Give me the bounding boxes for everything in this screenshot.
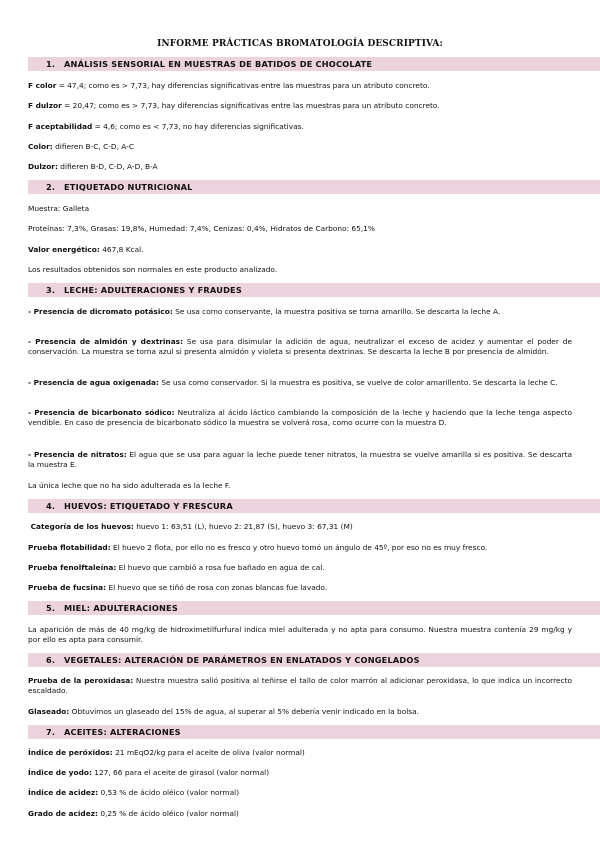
section-header-1: 1. ANÁLISIS SENSORIAL EN MUESTRAS DE BATIDOS DE CHOCOLATE [28, 57, 600, 71]
paragraph: Categoría de los huevos: huevo 1: 63,51 (L), huevo 2: 21,87 (S), huevo 3: 67,31 (M) [28, 522, 353, 531]
paragraph: - Presencia de nitratos: El agua que se usa para aguar la leche puede tener nitratos, la muestra se vuelve amarilla si es positiva. Se descarta la muestra E. [28, 450, 572, 470]
paragraph: Índice de peróxidos: 21 mEqO2/kg para el aceite de oliva (valor normal) [28, 748, 305, 757]
paragraph: Prueba de la peroxidasa: Nuestra muestra salió positiva al teñirse el tallo de color marrón al adicionar peroxidasa, lo que indica un incorrecto escaldado. [28, 676, 572, 696]
section-header-3: 3. LECHE: ADULTERACIONES Y FRAUDES [28, 283, 600, 297]
section-header-2: 2. ETIQUETADO NUTRICIONAL [28, 180, 600, 194]
paragraph: Índice de acidez: 0,53 % de ácido oléico (valor normal) [28, 788, 240, 797]
paragraph: Color: difieren B-C, C-D, A-C [28, 142, 135, 151]
paragraph: F dulzor = 20,47; como es > 7,73, hay diferencias significativas entre las muestras para un atributo concreto. [28, 101, 440, 110]
paragraph: Valor energético: 467,8 Kcal. [28, 245, 144, 254]
paragraph: Prueba fenolftaleína: El huevo que cambió a rosa fue bañado en agua de cal. [28, 563, 325, 572]
section-header-6: 6. VEGETALES: ALTERACIÓN DE PARÁMETROS EN ENLATADOS Y CONGELADOS [28, 653, 600, 667]
paragraph: Dulzor: difieren B-D, C-D, A-D, B-A [28, 162, 158, 171]
section-header-5: 5. MIEL: ADULTERACIONES [28, 601, 600, 615]
paragraph: - Presencia de almidón y dextrinas: Se usa para disimular la adición de agua, neutralizar el exceso de acidez y aumentar el poder de conservación. La muestra se torna azul si presenta almidón y violeta si presenta dextrinas. Se descarta la leche B por presencia de almidón. [28, 337, 572, 357]
paragraph: F aceptabilidad = 4,6; como es < 7,73, no hay diferencias significativas. [28, 122, 304, 131]
document-title: INFORME PRÁCTICAS BROMATOLOGÍA DESCRIPTIVA: [157, 39, 443, 49]
paragraph: Prueba flotabilidad: El huevo 2 flota, por ello no es fresco y otro huevo tomó un ángulo de 45º, por eso no es muy fresco. [28, 543, 488, 552]
section-header-4: 4. HUEVOS: ETIQUETADO Y FRESCURA [28, 499, 600, 513]
paragraph: La única leche que no ha sido adulterada es la leche F. [28, 481, 231, 490]
paragraph: Glaseado: Obtuvimos un glaseado del 15% de agua, al superar al 5% debería venir indicado en la bolsa. [28, 707, 420, 716]
paragraph: - Presencia de agua oxigenada: Se usa como conservador. Si la muestra es positiva, se vuelve de color amarillento. Se descarta la leche C. [28, 378, 558, 387]
paragraph: F color = 47,4; como es > 7,73, hay diferencias significativas entre las muestras para un atributo concreto. [28, 81, 430, 90]
paragraph: - Presencia de dicromato potásico: Se usa como conservante, la muestra positiva se torna amarillo. Se descarta la leche A. [28, 307, 501, 316]
paragraph: La aparición de más de 40 mg/kg de hidroximetilfurfural indica miel adulterada y no apta para consumo. Nuestra muestra contenía 29 mg/kg y por ello es apta para consumir. [28, 625, 572, 645]
paragraph: Los resultados obtenidos son normales en este producto analizado. [28, 265, 278, 274]
section-header-7: 7. ACEITES: ALTERACIONES [28, 725, 600, 739]
paragraph: - Presencia de bicarbonato sódico: Neutraliza al ácido láctico cambiando la composición de la leche y haciendo que la leche tenga aspecto vendible. En caso de presencia de bicarbonato sódico la muestra se volverá rosa, como ocurre con la muestra D. [28, 408, 572, 428]
paragraph: Muestra: Galleta [28, 204, 90, 213]
paragraph: Índice de yodo: 127, 66 para el aceite de girasol (valor normal) [28, 768, 270, 777]
paragraph: Prueba de fucsina: El huevo que se tiñó de rosa con zonas blancas fue lavado. [28, 583, 328, 592]
paragraph: Proteínas: 7,3%, Grasas: 19,8%, Humedad: 7,4%, Cenizas: 0,4%, Hidratos de Carbono: 65,1% [28, 224, 375, 233]
paragraph: Grado de acidez: 0,25 % de ácido oléico (valor normal) [28, 809, 239, 818]
